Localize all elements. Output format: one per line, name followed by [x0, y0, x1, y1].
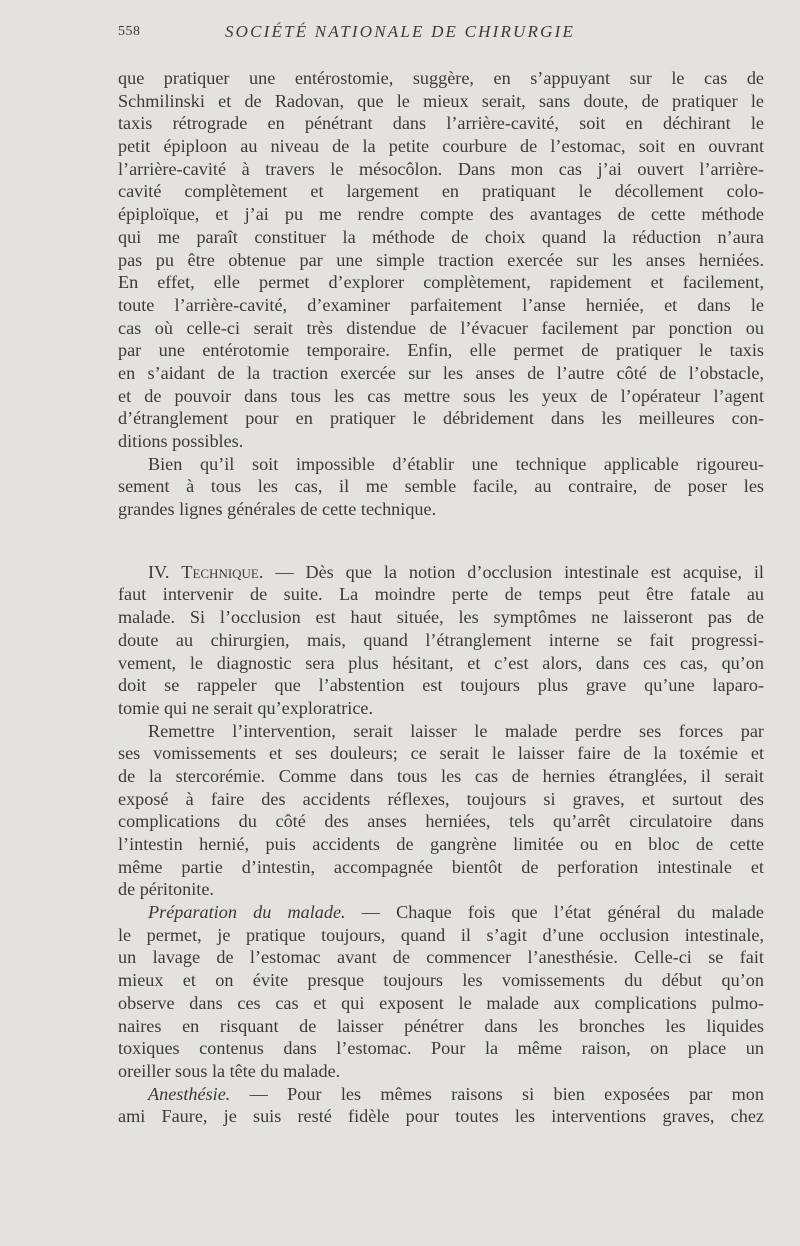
text-line: faut intervenir de suite. La moindre perte de temps peut être fatale au [118, 584, 764, 605]
text-line: l’intestin hernié, puis accidents de gangrène limitée ou en bloc de cette [118, 834, 764, 854]
text-line: et de pouvoir dans tous les cas mettre sous les yeux de l’opérateur l’agent [118, 385, 764, 406]
text-line: pas pu être obtenue par une simple traction exercée sur les anses herniées. [118, 249, 764, 270]
text-line: complications du côté des anses herniées, tels qu’arrêt circulatoire dans [118, 811, 764, 832]
text-run: — Pour les mêmes raisons si bien exposées par mon [230, 1083, 764, 1104]
italic-heading: Anesthésie. [148, 1083, 231, 1104]
text-line: doute au chirurgien, mais, quand l’étranglement interne se fait progressi- [118, 629, 764, 650]
text-line [118, 901, 764, 924]
text-line: cavité complètement et largement en pratiquant le décollement colo- [118, 181, 764, 202]
text-line: d’étranglement pour en pratiquer le débridement dans les meilleures con- [118, 408, 764, 429]
paragraph [118, 1083, 764, 1128]
text-line: ses vomissements et ses douleurs; ce serait le laisser faire de la toxémie et [118, 743, 764, 764]
text-line [118, 561, 764, 584]
body-text [118, 67, 764, 1128]
text-line: épiploïque, et j’ai pu me rendre compte des avantages de cette méthode [118, 204, 764, 225]
text-line: doit se rappeler que l’abstention est toujours plus grave qu’une laparo- [118, 675, 764, 696]
text-line: de péritonite. [118, 879, 214, 900]
italic-heading: Préparation du malade. [148, 902, 346, 923]
text-line: malade. Si l’occlusion est haut située, les symptômes ne laisseront pas de [118, 607, 764, 628]
text-line: En effet, elle permet d’explorer complètement, rapidement et facilement, [118, 272, 764, 293]
text-line [118, 1083, 764, 1106]
text-line: tomie qui ne serait qu’exploratrice. [118, 697, 374, 718]
text-line: en s’aidant de la traction exercée sur les anses de l’autre côté de l’obstacle, [118, 362, 764, 383]
text-run: . — Dès que la notion d’occlusion intestinale est acquise, il [258, 561, 764, 582]
text-line: exposé à faire des accidents réflexes, toujours si graves, et surtout des [118, 788, 764, 809]
text-line: naires en risquant de laisser pénétrer dans les bronches les liquides [118, 1015, 764, 1036]
text-line: toute l’arrière-cavité, d’examiner parfaitement l’anse herniée, et dans le [118, 294, 764, 315]
text-line: grandes lignes générales de cette technique. [118, 499, 437, 520]
text-line: un lavage de l’estomac avant de commencer l’anesthésie. Celle-ci se fait [118, 947, 764, 968]
text-line: ami Faure, je suis resté fidèle pour toutes les interventions graves, chez [118, 1106, 764, 1127]
text-line: vement, le diagnostic sera plus hésitant, et c’est alors, dans ces cas, qu’on [118, 652, 764, 673]
text-line: qui me paraît constituer la méthode de choix quand la réduction n’aura [118, 226, 764, 247]
text-line: sement à tous les cas, il me semble facile, au contraire, de poser les [118, 476, 764, 497]
text-line: oreiller sous la tête du malade. [118, 1060, 341, 1081]
text-line: que pratiquer une entérostomie, suggère, en s’appuyant sur le cas de [118, 68, 764, 88]
section-gap [118, 521, 764, 561]
paragraph [118, 561, 764, 720]
text-line: Bien qu’il soit impossible d’établir une technique applicable rigoureu- [148, 453, 764, 474]
section-heading: Technique [181, 561, 259, 582]
paragraph [118, 453, 764, 521]
paragraph [118, 720, 764, 902]
text-line: petit épiploon au niveau de la petite courbure de l’estomac, soit en ouvrant [118, 136, 764, 157]
text-line: mieux et on évite presque toujours les vomissements du début qu’on [118, 970, 764, 991]
text-line: observe dans ces cas et qui exposent le malade aux complications pulmo- [118, 992, 764, 1013]
text-run: — Chaque fois que l’état général du malade [345, 902, 764, 923]
text-run: IV. [148, 561, 182, 582]
text-line: même partie d’intestin, accompagnée bientôt de perforation intestinale et [118, 856, 764, 877]
text-line: par une entérotomie temporaire. Enfin, elle permet de pratiquer le taxis [118, 340, 764, 361]
paragraph [118, 901, 764, 1083]
running-head: SOCIÉTÉ NATIONALE DE CHIRURGIE [224, 22, 576, 41]
text-line: ditions possibles. [118, 431, 244, 451]
text-line: taxis rétrograde en pénétrant dans l’arrière-cavité, soit en déchirant le [118, 113, 764, 134]
text-line: cas où celle-ci serait très distendue de l’évacuer facilement par ponction ou [118, 317, 764, 338]
text-line: Remettre l’intervention, serait laisser le malade perdre ses forces par [148, 720, 764, 741]
text-line: toxiques contenus dans l’estomac. Pour la même raison, on place un [118, 1038, 764, 1059]
page-number: 558 [118, 24, 141, 39]
text-line: le permet, je pratique toujours, quand il s’agit d’une occlusion intestinale, [118, 924, 764, 945]
text-line: de la stercorémie. Comme dans tous les cas de hernies étranglées, il serait [118, 765, 764, 786]
paragraph [118, 67, 764, 453]
text-line: Schmilinski et de Radovan, que le mieux serait, sans doute, de pratiquer le [118, 90, 764, 111]
text-line: l’arrière-cavité à travers le mésocôlon. Dans mon cas j’ai ouvert l’arrière- [118, 158, 764, 179]
